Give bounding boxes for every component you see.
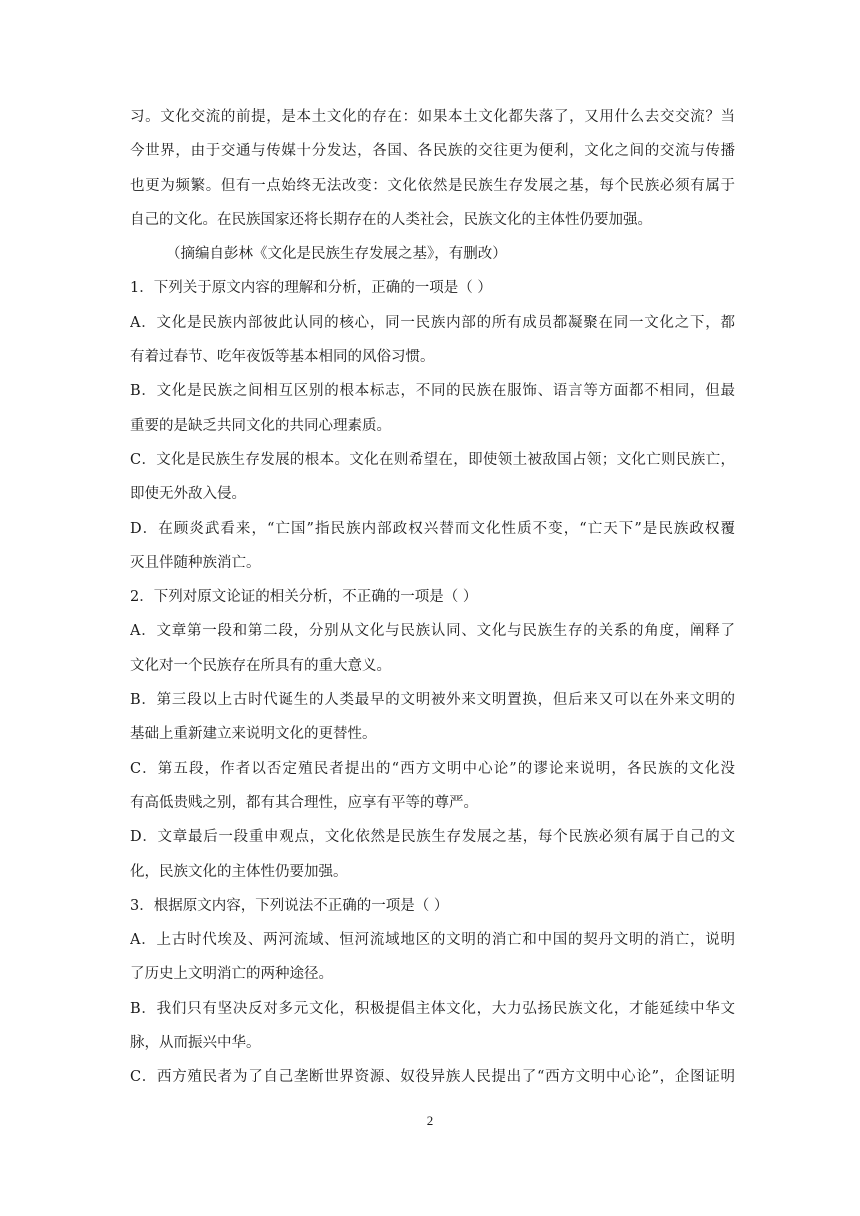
- question-3-option-a: A．上古时代埃及、两河流域、恒河流域地区的文明的消亡和中国的契丹文明的消亡，说明: [130, 932, 735, 949]
- question-3-option-a-cont: 了历史上文明消亡的两种途径。: [130, 966, 333, 983]
- question-1-stem: 1．下列关于原文内容的理解和分析，正确的一项是（ ）: [130, 280, 492, 297]
- question-3-stem: 3．根据原文内容，下列说法不正确的一项是（ ）: [130, 897, 449, 914]
- question-1-option-d: D．在顾炎武看来，“亡国”指民族内部政权兴替而文化性质不变，“亡天下”是民族政权覆: [130, 520, 735, 537]
- question-2-option-c: C．第五段，作者以否定殖民者提出的“西方文明中心论”的谬论来说明，各民族的文化没: [130, 760, 735, 777]
- question-2-option-a: A．文章第一段和第二段，分别从文化与民族认同、文化与民族生存的关系的角度，阐释了: [130, 623, 735, 640]
- question-2-option-b-cont: 基础上重新建立来说明文化的更替性。: [130, 726, 377, 743]
- question-1-option-a-cont: 有着过春节、吃年夜饭等基本相同的风俗习惯。: [130, 349, 435, 366]
- question-1-option-d-cont: 灭且伴随种族消亡。: [130, 554, 261, 571]
- question-2-option-c-cont: 有高低贵贱之别，都有其合理性，应享有平等的尊严。: [130, 794, 478, 811]
- paragraph-line: 也更为频繁。但有一点始终无法改变：文化依然是民族生存发展之基，每个民族必须有属于: [130, 177, 735, 194]
- source-citation: （摘编自彭林《文化是民族生存发展之基》，有删改）: [166, 246, 507, 263]
- question-2-option-d-cont: 化，民族文化的主体性仍要加强。: [130, 863, 348, 880]
- question-2-stem: 2．下列对原文论证的相关分析，不正确的一项是（ ）: [130, 589, 478, 606]
- paragraph-line: 自己的文化。在民族国家还将长期存在的人类社会，民族文化的主体性仍要加强。: [130, 211, 652, 228]
- question-3-option-c: C．西方殖民者为了自己垄断世界资源、奴役异族人民提出了“西方文明中心论”，企图证明: [130, 1069, 735, 1086]
- question-2-option-d: D．文章最后一段重申观点，文化依然是民族生存发展之基，每个民族必须有属于自己的文: [130, 829, 735, 846]
- question-1-option-a: A．文化是民族内部彼此认同的核心，同一民族内部的所有成员都凝聚在同一文化之下，都: [130, 314, 735, 331]
- question-3-option-b: B．我们只有坚决反对多元文化，积极提倡主体文化，大力弘扬民族文化，才能延续中华文: [130, 1000, 735, 1017]
- page-number: 2: [426, 1113, 434, 1128]
- question-1-option-c-cont: 即使无外敌入侵。: [130, 486, 246, 503]
- paragraph-line: 习。文化交流的前提，是本土文化的存在：如果本土文化都失落了，又用什么去交交流？当: [130, 109, 735, 125]
- paragraph-line: 今世界，由于交通与传媒十分发达，各国、各民族的交往更为便利，文化之间的交流与传播: [130, 143, 735, 160]
- question-3-option-b-cont: 脉，从而振兴中华。: [130, 1035, 261, 1052]
- question-2-option-a-cont: 文化对一个民族存在所具有的重大意义。: [130, 657, 391, 674]
- document-body: [130, 100, 735, 1095]
- question-1-option-b-cont: 重要的是缺乏共同文化的共同心理素质。: [130, 417, 391, 434]
- question-1-option-c: C．文化是民族生存发展的根本。文化在则希望在，即使领土被敌国占领；文化亡则民族亡，: [130, 451, 735, 468]
- question-1-option-b: B．文化是民族之间相互区别的根本标志，不同的民族在服饰、语言等方面都不相同，但最: [130, 383, 735, 400]
- question-2-option-b: B．第三段以上古时代诞生的人类最早的文明被外来文明置换，但后来又可以在外来文明的: [130, 692, 735, 709]
